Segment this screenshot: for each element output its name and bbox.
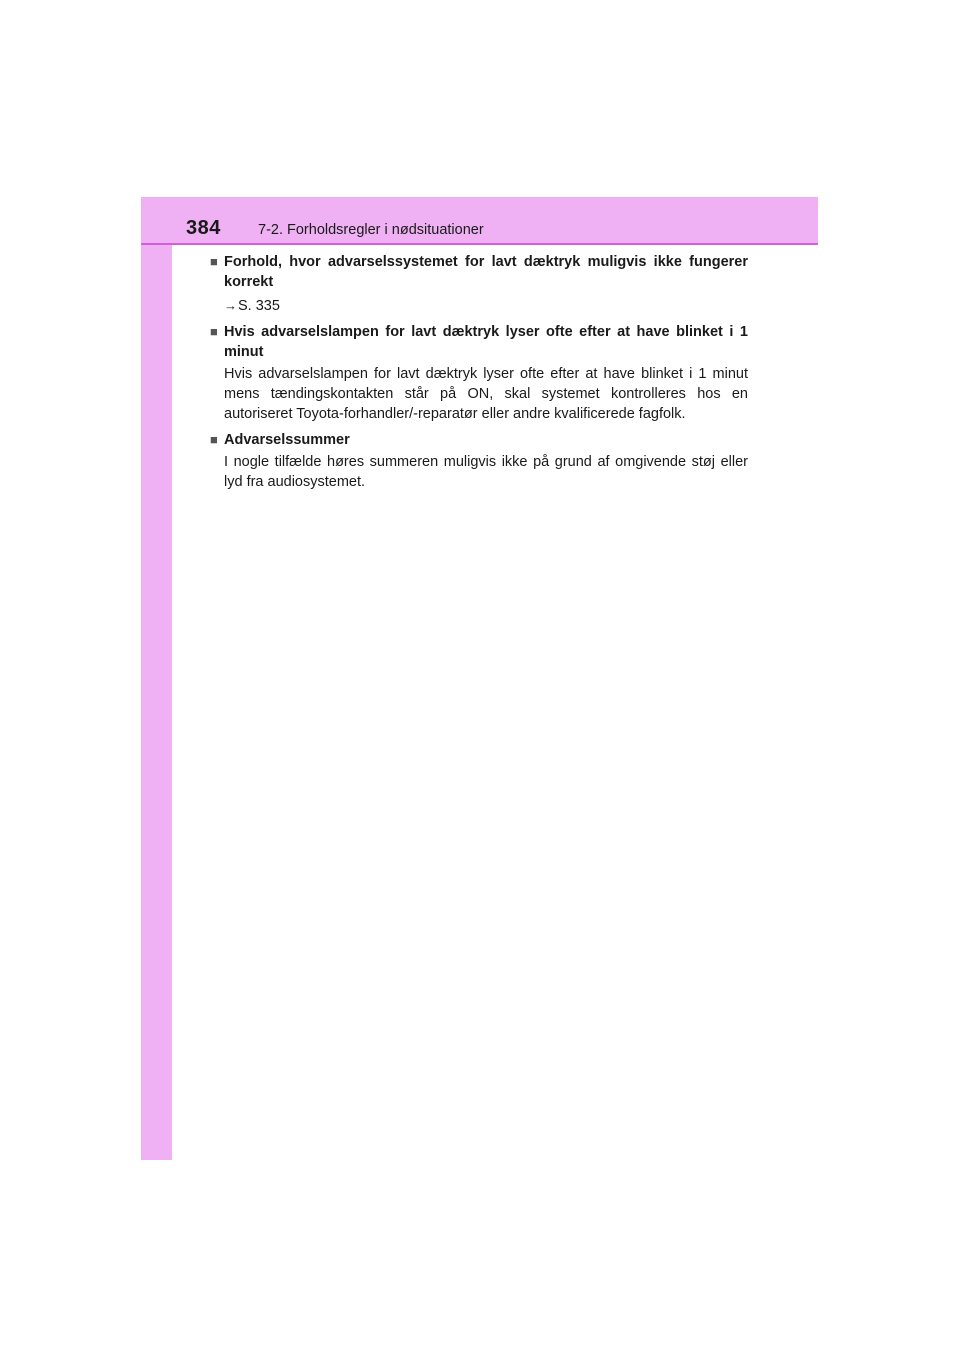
note-heading-text: Advarselssummer [224,432,350,448]
note-item [210,252,748,316]
square-bullet-icon: ■ [210,432,218,447]
note-heading [210,252,748,292]
page-reference[interactable] [224,296,748,316]
note-body: I nogle tilfælde høres summeren muligvis ikke på grund af omgivende støj eller lyd fra audiosystemet. [224,454,748,490]
note-item [210,430,748,492]
arrow-right-icon: → [224,298,237,313]
note-item [210,322,748,424]
page-number: 384 [186,217,221,239]
page-reference-text: S. 335 [238,298,280,314]
margin-tab-band [141,197,172,1160]
note-heading-text: Hvis advarselslampen for lavt dæktryk lyser ofte efter at have blinket i 1 minut [224,324,748,360]
note-heading [210,322,748,362]
note-heading-text: Forhold, hvor advarselssystemet for lavt dæktryk muligvis ikke fungerer korrekt [224,254,748,290]
page-content [210,252,748,498]
note-body: Hvis advarselslampen for lavt dæktryk lyser ofte efter at have blinket i 1 minut mens tændingskontakten står på ON, skal systemet kontrolleres hos en autoriseret Toyota-forhandler/-reparatør eller andre kvalificerede fagfolk. [224,366,748,422]
section-title: 7-2. Forholdsregler i nødsituationer [258,222,484,238]
header-divider [141,243,818,245]
square-bullet-icon: ■ [210,324,218,339]
note-heading [210,430,748,450]
square-bullet-icon: ■ [210,254,218,269]
